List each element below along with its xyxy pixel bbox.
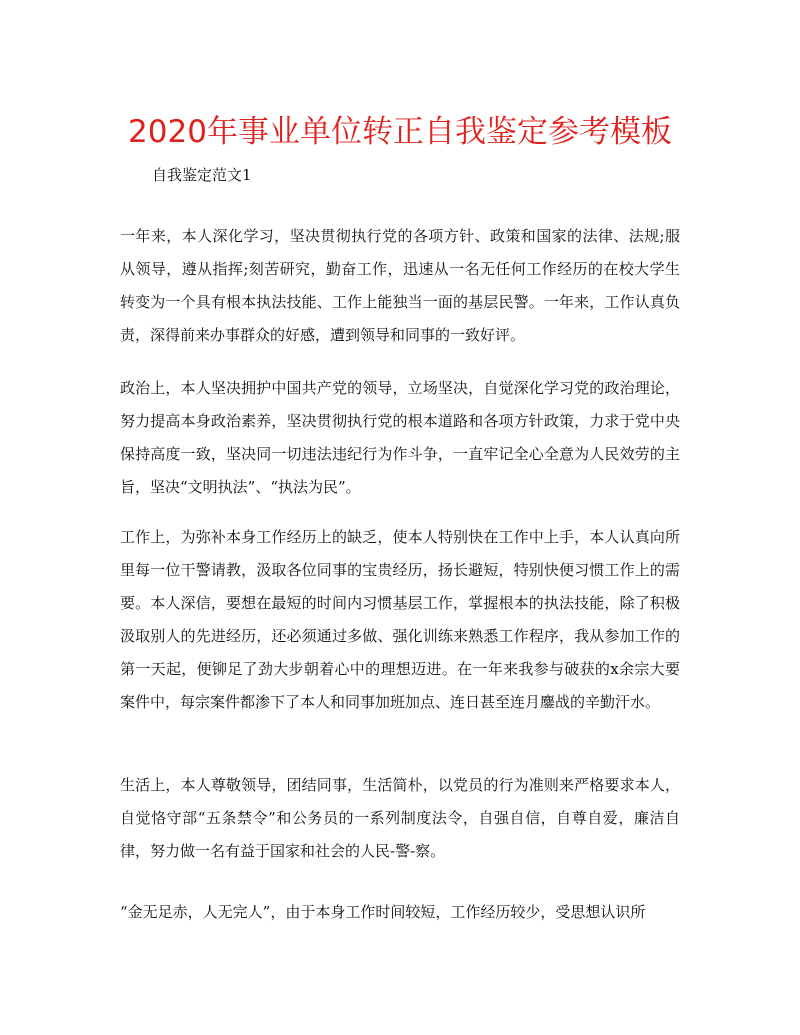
document-title: 2020年事业单位转正自我鉴定参考模板	[128, 114, 672, 150]
paragraph-5: “金无足赤，人无完人”，由于本身工作时间较短，工作经历较少，受思想认识所	[120, 903, 646, 921]
paragraph-1: 一年来，本人深化学习，坚决贯彻执行党的各项方针、政策和国家的法律、法规;服从领导，遵从指挥;刻苦研究，勤奋工作，迅速从一名无任何工作经历的在校大学生转变为一个具有根本执法技能、工作上能独当一面的基层民警。一年来，工作认真负责，深得前来办事群众的好感，遭到领导和同事的一致好评。	[120, 227, 680, 344]
paragraph-4: 生活上，本人尊敬领导，团结同事，生活简朴，以党员的行为准则来严格要求本人，自觉恪守部“五条禁令”和公务员的一系列制度法令，自强自信，自尊自爱，廉洁自律，努力做一名有益于国家和社会的人民-警-察。	[120, 776, 680, 860]
document-subtitle: 自我鉴定范文1	[152, 166, 252, 184]
paragraph-2: 政治上，本人坚决拥护中国共产党的领导，立场坚决，自觉深化学习党的政治理论，努力提高本身政治素养，坚决贯彻执行党的根本道路和各项方针政策，力求于党中央保持高度一致，坚决同一切违法违纪行为作斗争，一直牢记全心全意为人民效劳的主旨，坚决“文明执法”、“执法为民”。	[120, 379, 680, 496]
paragraph-3: 工作上，为弥补本身工作经历上的缺乏，使本人特别快在工作中上手，本人认真向所里每一位干警请教，汲取各位同事的宝贵经历，扬长避短，特别快便习惯工作上的需要。本人深信，要想在最短的时间内习惯基层工作，掌握根本的执法技能，除了积极汲取别人的先进经历，还必须通过多做、强化训练来熟悉工作程序，我从参加工作的第一天起，便铆足了劲大步朝着心中的理想迈进。在一年来我参与破获的x余宗大要案件中，每宗案件都渗下了本人和同事加班加点、连日甚至连月鏖战的辛勤汗水。	[120, 528, 680, 711]
